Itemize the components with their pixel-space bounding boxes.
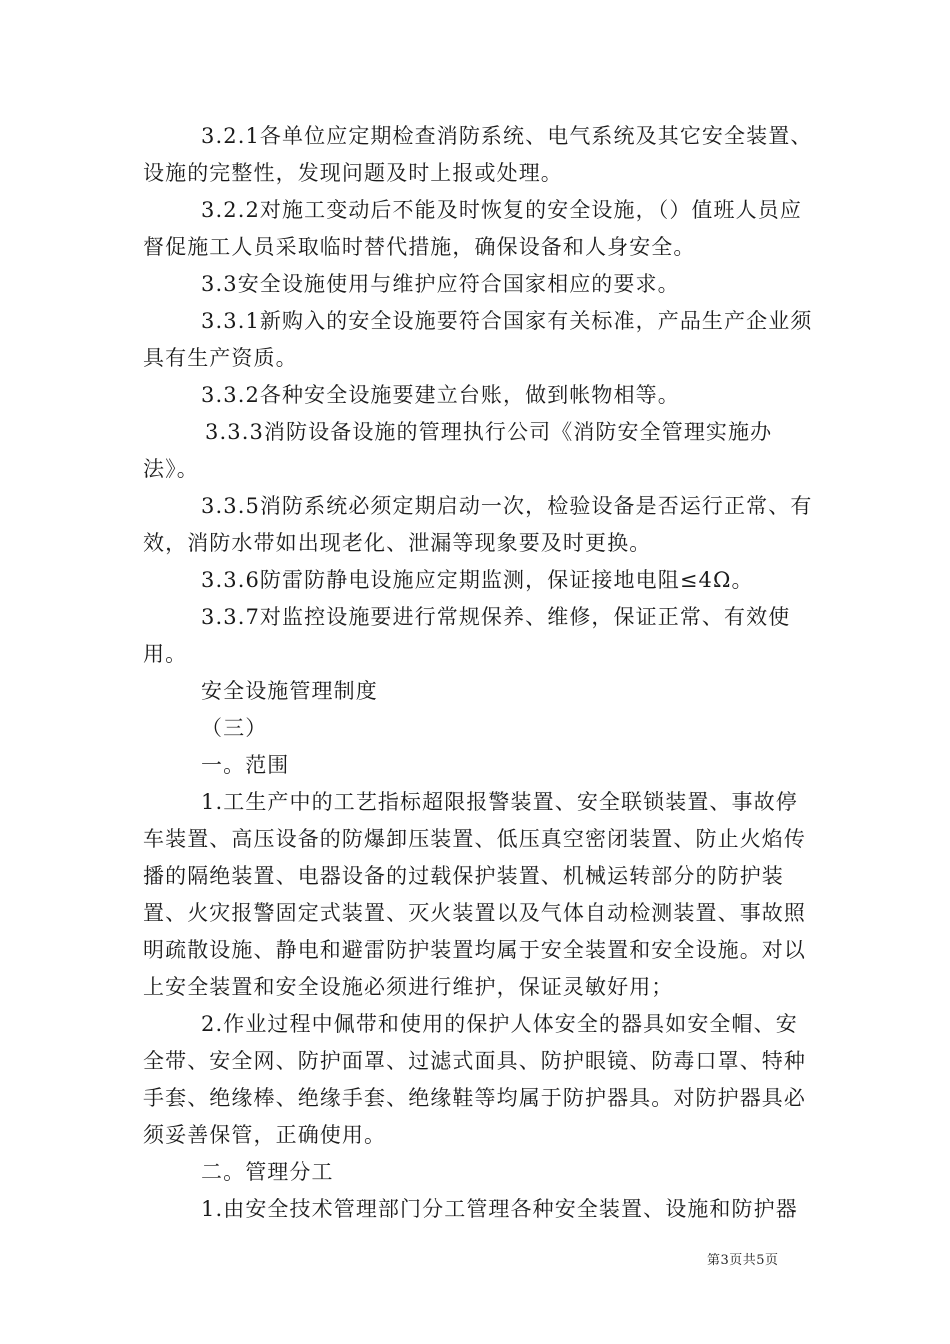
section-number: （三） xyxy=(201,716,268,740)
paragraph-3-3-6: 3.3.6防雷防静电设施应定期监测，保证接地电阻≤4Ω。 xyxy=(201,568,754,592)
paragraph-3-3-7: 3.3.7对监控设施要进行常规保养、维修，保证正常、有效使用。 xyxy=(143,605,791,666)
page-number-footer: 第3页共5页 xyxy=(707,1253,779,1268)
paragraph-3-2-2: 3.2.2对施工变动后不能及时恢复的安全设施，（）值班人员应督促施工人员采取临时替代措施，确保设备和人身安全。 xyxy=(143,198,802,259)
paragraph-3-3-2: 3.3.2各种安全设施要建立台账，做到帐物相等。 xyxy=(201,383,680,407)
paragraph-3-3-1: 3.3.1新购入的安全设施要符合国家有关标准，产品生产企业须具有生产资质。 xyxy=(143,309,813,370)
paragraph-management-1: 1.由安全技术管理部门分工管理各种安全装置、设施和防护器 xyxy=(201,1197,798,1221)
paragraph-scope-2: 2.作业过程中佩带和使用的保护人体安全的器具如安全帽、安全带、安全网、防护面罩、过滤式面具、防护眼镜、防毒口罩、特种手套、绝缘棒、绝缘手套、绝缘鞋等均属于防护器具。对防护器具必须妥善保管，正确使用。 xyxy=(143,1012,806,1147)
heading-scope: 一。范围 xyxy=(201,753,290,777)
paragraph-scope-1: 1.工生产中的工艺指标超限报警装置、安全联锁装置、事故停车装置、高压设备的防爆卸压装置、低压真空密闭装置、防止火焰传播的隔绝装置、电器设备的过载保护装置、机械运转部分的防护装置、火灾报警固定式装置、灭火装置以及气体自动检测装置、事故照明疏散设施、静电和避雷防护装置均属于安全装置和安全设施。对以上安全装置和安全设施必须进行维护，保证灵敏好用； xyxy=(143,790,806,999)
paragraph-3-2-1: 3.2.1各单位应定期检查消防系统、电气系统及其它安全装置、设施的完整性，发现问题及时上报或处理。 xyxy=(143,124,813,185)
paragraph-3-3: 3.3安全设施使用与维护应符合国家相应的要求。 xyxy=(201,272,680,296)
paragraph-3-3-5: 3.3.5消防系统必须定期启动一次，检验设备是否运行正常、有效，消防水带如出现老化、泄漏等现象要及时更换。 xyxy=(143,494,813,555)
heading-management-division: 二。管理分工 xyxy=(201,1160,334,1184)
paragraph-3-3-3: 3.3.3消防设备设施的管理执行公司《消防安全管理实施办法》。 xyxy=(143,420,773,481)
document-body xyxy=(143,118,819,1228)
section-title: 安全设施管理制度 xyxy=(201,679,378,703)
